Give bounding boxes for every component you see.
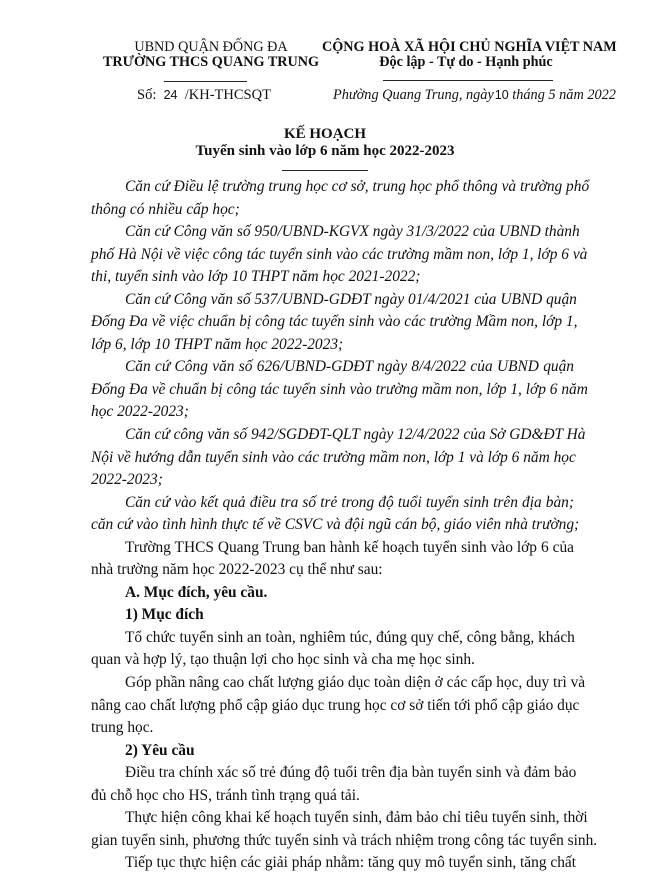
legal-basis-list [91, 176, 590, 537]
text-line: học 2022-2023; [91, 403, 189, 421]
text-line: Trường THCS Quang Trung ban hành kế hoạch tuyển sinh vào lớp 6 của [125, 538, 574, 556]
text-line: Đống Đa về chuẩn bị công tác tuyển sinh vào trường mầm non, lớp 1, lớp 6 năm [91, 380, 588, 398]
text-line: trung học. [91, 719, 154, 737]
date-day: 10 [494, 88, 509, 102]
requirement-paragraph [91, 762, 577, 807]
text-line: đủ chỗ học cho HS, tránh tình trạng quá tải. [91, 786, 360, 804]
document-title: KẾ HOẠCH [283, 126, 367, 142]
text-line: nhà trường năm học 2022-2023 cụ thể như sau: [91, 561, 383, 579]
text-line: Tiếp tục thực hiện các giải pháp nhằm: tăng quy mô tuyển sinh, tăng chất [125, 854, 577, 872]
title-divider [282, 170, 368, 171]
text-line: thi, tuyển sinh vào lớp 10 THPT năm học 2021-2022; [91, 268, 421, 286]
basis-paragraph [91, 176, 590, 221]
intro-paragraph [91, 537, 574, 582]
issuing-authority: UBND QUẬN ĐỐNG ĐA [134, 39, 288, 55]
text-line: gian tuyển sinh, phương thức tuyển sinh và trách nhiệm trong công tác tuyển sinh. [91, 831, 598, 849]
text-line: Căn cứ Công văn số 537/UBND-GDĐT ngày 01/4/2021 của UBND quận [125, 290, 577, 308]
basis-paragraph [91, 356, 588, 424]
text-line: Điều tra chính xác số trẻ đúng độ tuổi trên địa bàn tuyển sinh và đảm bảo [125, 764, 577, 782]
doc-number-prefix: Số: [137, 87, 157, 103]
text-line: Căn cứ Công văn số 626/UBND-GDĐT ngày 8/4/2022 của UBND quận [125, 358, 574, 376]
requirements-heading: 2) Yêu cầu [125, 741, 195, 759]
place-and-date [333, 87, 616, 104]
text-line: thông có nhiều cấp học; [91, 200, 240, 218]
requirement-paragraph [91, 852, 577, 875]
document-number [137, 87, 271, 104]
right-header-divider [383, 80, 553, 81]
text-line: phố Hà Nội về việc công tác tuyển sinh vào các trường mầm non, lớp 1, lớp 6 và [91, 245, 588, 263]
place-date-suffix: tháng 5 năm 2022 [512, 87, 616, 103]
text-line: Căn cứ Công văn số 950/UBND-KGVX ngày 31/3/2022 của UBND thành [125, 223, 580, 241]
place-date-prefix: Phường Quang Trung, ngày [333, 87, 494, 103]
text-line: Căn cứ Điều lệ trường trung học cơ sở, trung học phổ thông và trường phổ [125, 178, 590, 195]
purpose-paragraph [91, 672, 586, 740]
purpose-paragraph [91, 627, 574, 672]
text-line: Căn cứ vào kết quả điều tra số trẻ trong độ tuổi tuyển sinh trên địa bàn; [125, 493, 574, 511]
text-line: Căn cứ công văn số 942/SGDĐT-QLT ngày 12/4/2022 của Sở GD&ĐT Hà [125, 426, 586, 444]
doc-number-value: 24 [163, 88, 178, 102]
left-header-divider [164, 81, 247, 82]
requirement-paragraph [91, 807, 598, 852]
text-line: Góp phần nâng cao chất lượng giáo dục toàn diện ở các cấp học, duy trì và [125, 674, 586, 692]
text-line: Đống Đa về việc chuẩn bị công tác tuyển sinh vào các trường Mầm non, lớp 1, [91, 313, 578, 331]
basis-paragraph [91, 221, 588, 289]
national-title: CỘNG HOÀ XÃ HỘI CHỦ NGHĨA VIỆT NAM [322, 39, 617, 55]
basis-paragraph [91, 424, 586, 492]
section-a-heading: A. Mục đích, yêu cầu. [125, 583, 268, 601]
purpose-heading: 1) Mục đích [125, 606, 204, 624]
doc-number-suffix: /KH-THCSQT [184, 87, 271, 103]
basis-paragraph [91, 289, 578, 357]
text-line: Nội về hướng dẫn tuyển sinh vào các trường mầm non, lớp 1 và lớp 6 năm học [91, 448, 576, 466]
text-line: Tổ chức tuyển sinh an toàn, nghiêm túc, đúng quy chế, công bằng, khách [125, 628, 575, 646]
school-name: TRƯỜNG THCS QUANG TRUNG [102, 54, 320, 70]
document-body [91, 176, 598, 875]
text-line: căn cứ vào tình hình thực tế về CSVC và đội ngũ cán bộ, giáo viên nhà trường; [91, 516, 580, 534]
text-line: nâng cao chất lượng phổ cập giáo dục trung học cơ sở tiến tới phổ cập giáo dục [91, 696, 580, 714]
text-line: 2022-2023; [91, 471, 163, 489]
text-line: lớp 6, lớp 10 THPT năm học 2022-2023; [91, 335, 344, 353]
document-subtitle: Tuyển sinh vào lớp 6 năm học 2022-2023 [195, 143, 455, 159]
basis-paragraph [91, 492, 580, 537]
text-line: Thực hiện công khai kế hoạch tuyển sinh, đảm bảo chỉ tiêu tuyển sinh, thời [125, 809, 588, 827]
text-line: quan và hợp lý, tạo thuận lợi cho học sinh và cha mẹ học sinh. [91, 651, 475, 669]
national-motto: Độc lập - Tự do - Hạnh phúc [379, 54, 553, 70]
